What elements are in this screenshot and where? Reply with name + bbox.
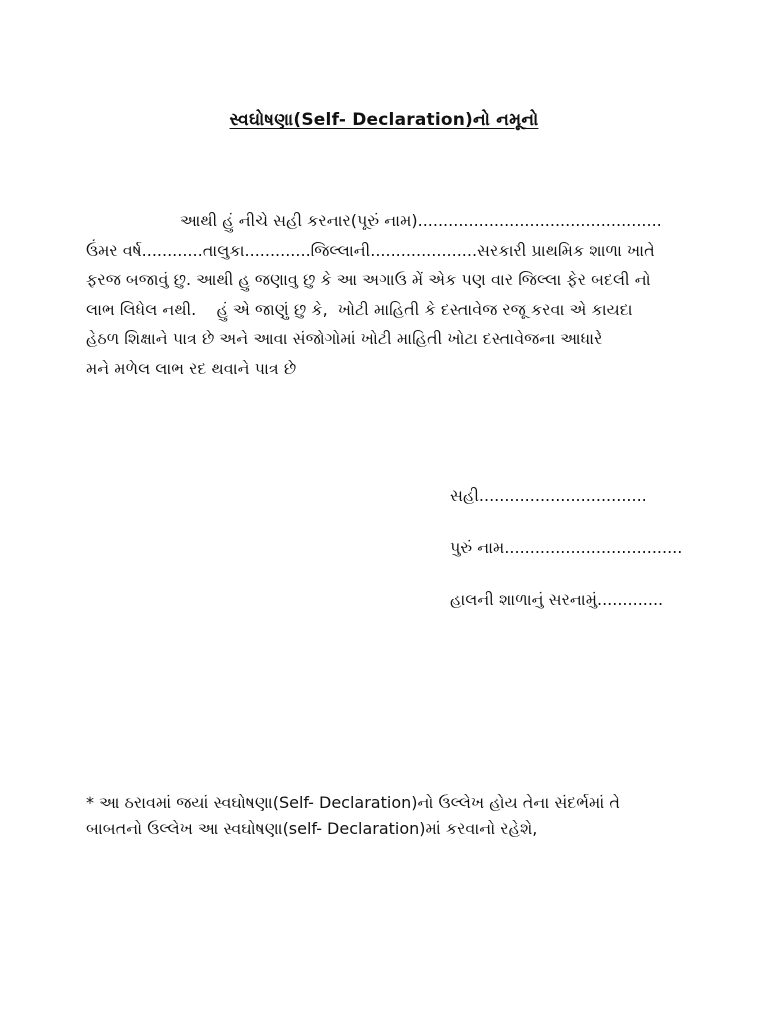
footnote — [86, 790, 696, 842]
full-name-field: પુરું નામ................................... — [450, 538, 683, 557]
declaration-body — [86, 206, 686, 383]
body-line-1: આથી હું નીચે સહી કરનાર(પૂરું નામ)................................................ — [180, 211, 662, 230]
body-line-3: ફરજ બજાવું છુ. આથી હુ જણાવુ છુ કે આ અગાઉ મેં એક પણ વાર જિલ્લા ફેર બદલી નો — [86, 270, 651, 289]
footnote-line-1: * આ ઠરાવમાં જયાં સ્વઘોષણા(Self- Declaration)નો ઉલ્લેખ હોય તેના સંદર્ભમાં તે — [86, 793, 620, 812]
signature-field: સહી................................. — [450, 486, 647, 505]
body-line-5: હેઠળ શિક્ષાને પાત્ર છે અને આવા સંજોગોમાં ખોટી માહિતી ખોટા દસ્તાવેજના આધારે — [86, 329, 603, 348]
school-address-field: હાલની શાળાનું સરનામું............. — [450, 590, 664, 609]
body-line-2: ઉંમર વર્ષ............તાલુકા.............જિલ્લાની.....................સરકારી પ્રાથમિક શાળા ખાતે — [86, 240, 655, 260]
body-line-6: મને મળેલ લાભ રદ થવાને પાત્ર છે — [86, 358, 297, 378]
footnote-line-2: બાબતનો ઉલ્લેખ આ સ્વઘોષણા(self- Declaration)માં કરવાનો રહેશે, — [86, 819, 538, 838]
body-line-4: લાભ લિધેલ નથી. હું એ જાણું છુ કે, ખોટી માહિતી કે દસ્તાવેજ રજૂ કરવા એ કાયદા — [86, 299, 633, 319]
document-title: સ્વઘોષણા(Self- Declaration)નો નમૂનો — [229, 110, 539, 130]
